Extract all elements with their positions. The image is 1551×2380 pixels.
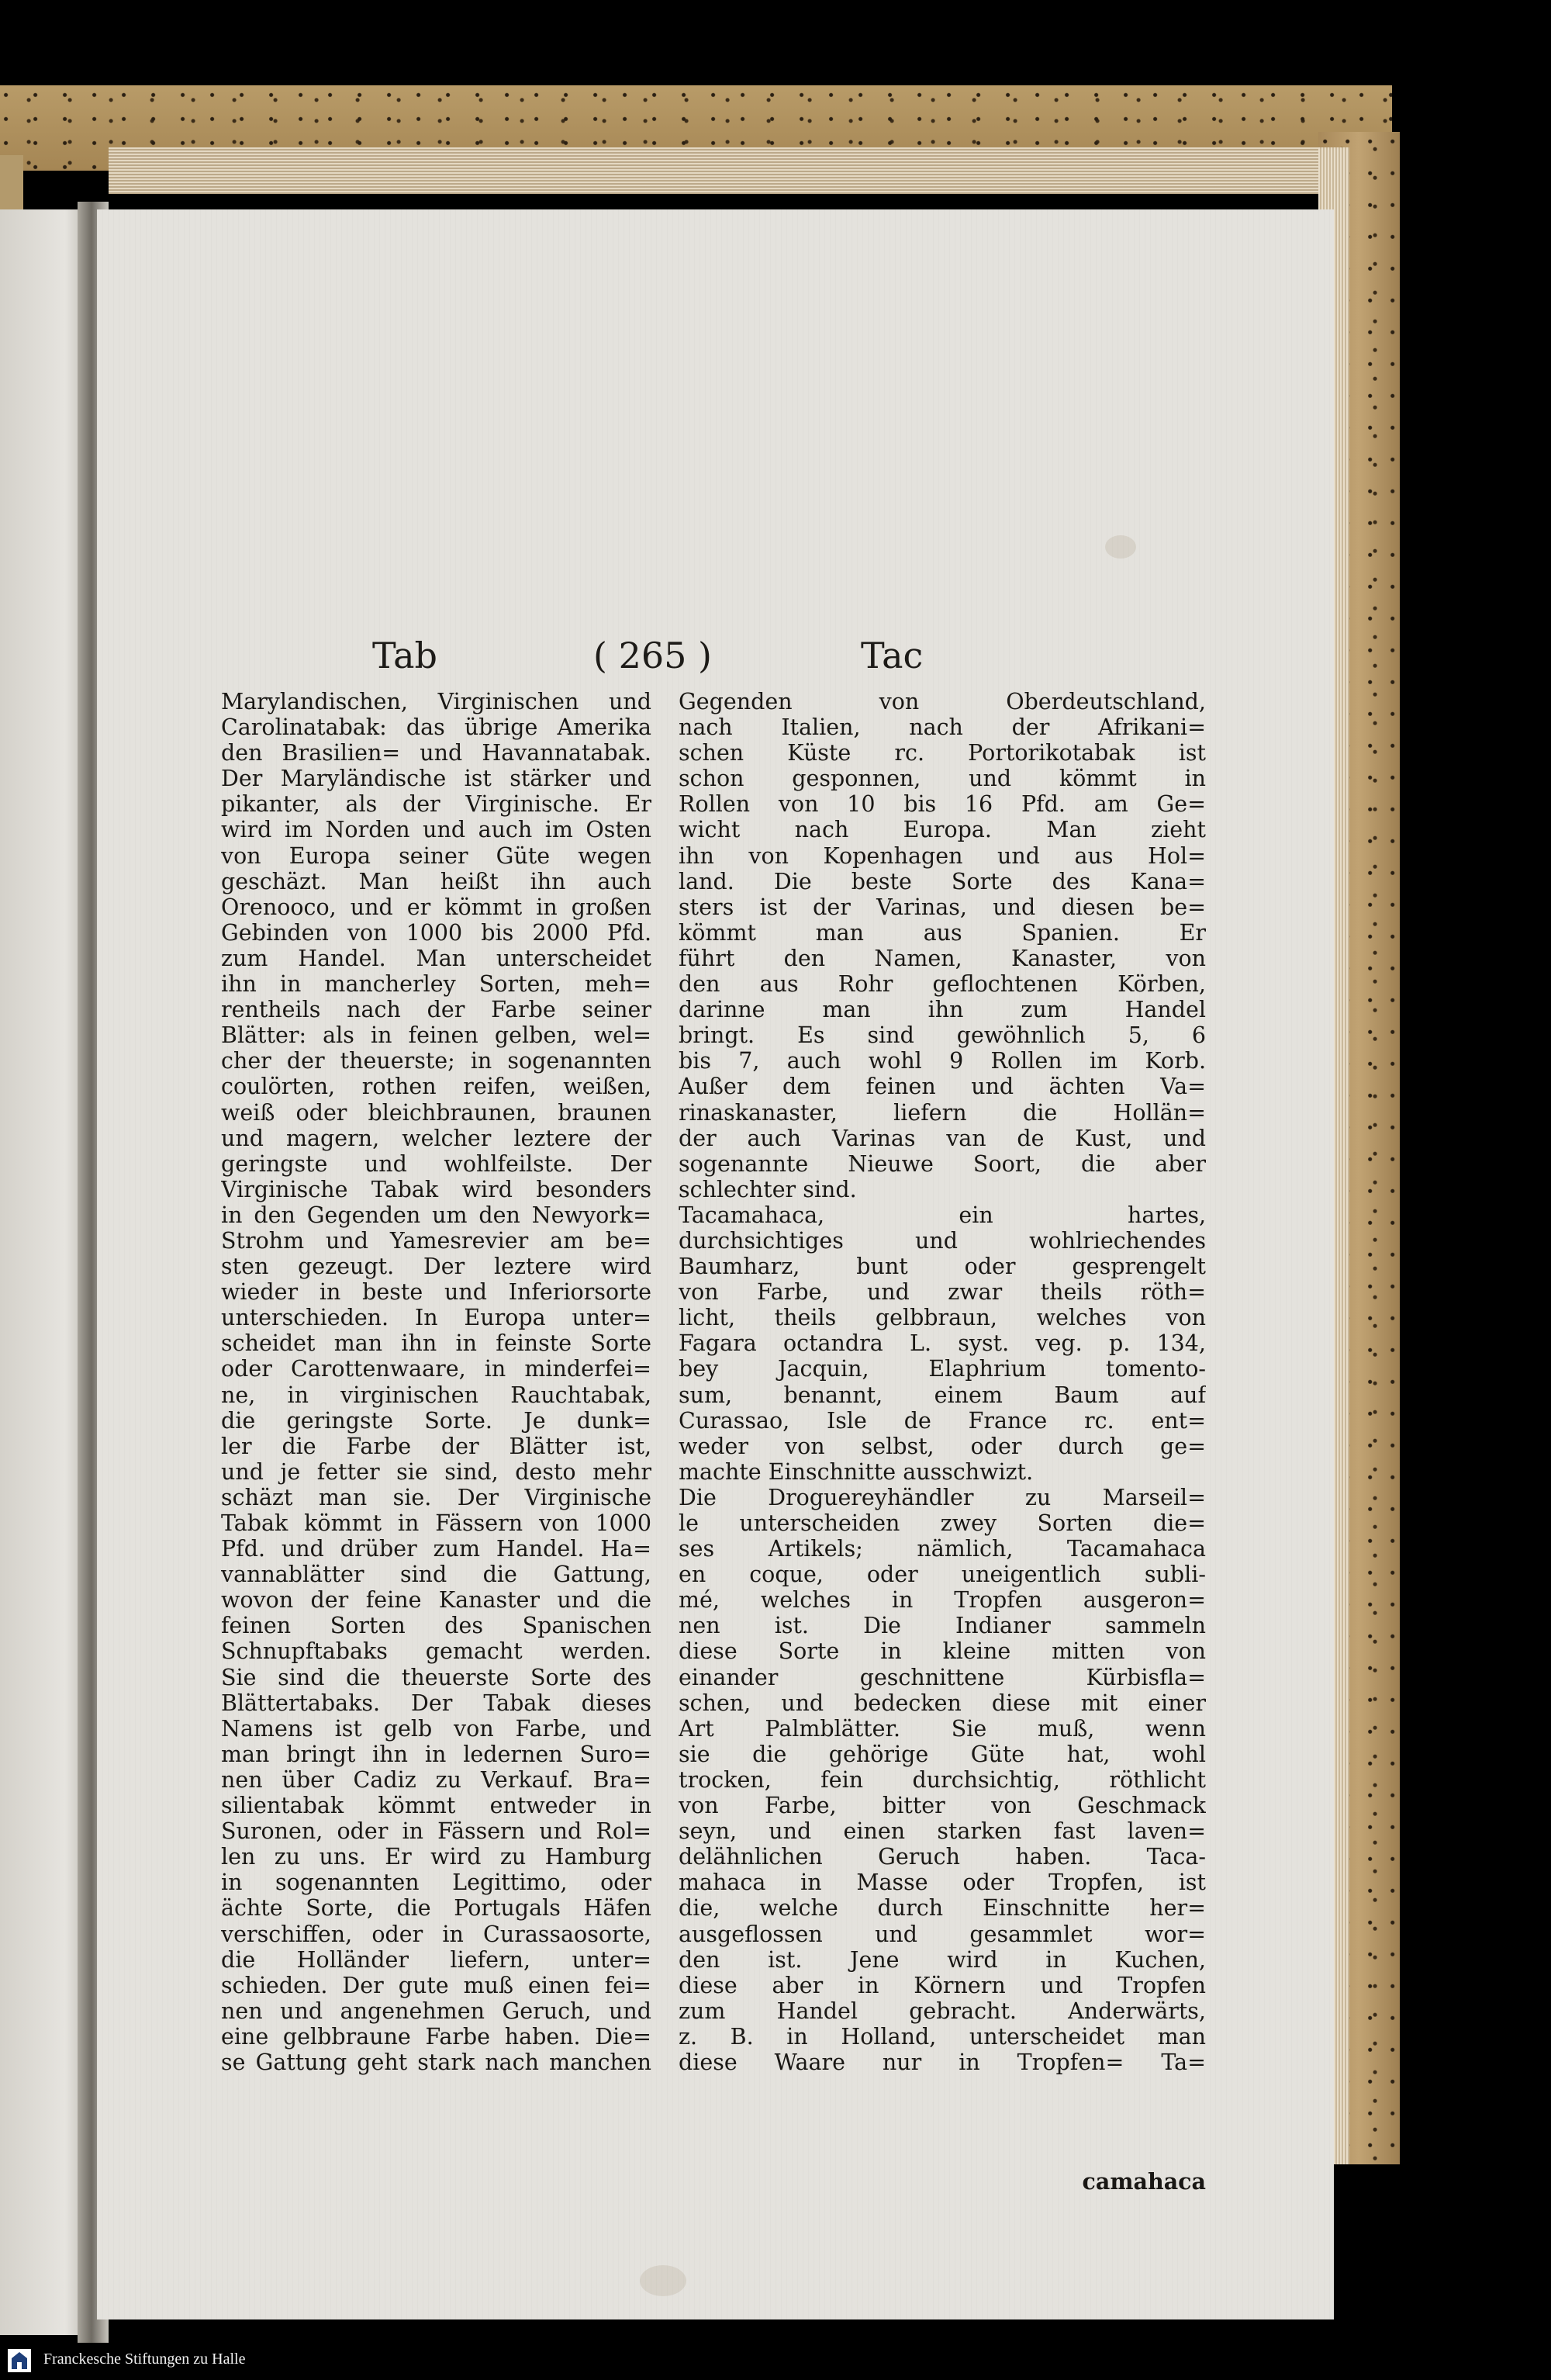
running-head-left: Tab bbox=[372, 635, 437, 676]
text-line: Die Droguereyhändler zu Marseil= bbox=[679, 1484, 1206, 1510]
text-line: sum, benannt, einem Baum auf bbox=[679, 1382, 1206, 1408]
text-line: delähnlichen Geruch haben. Taca- bbox=[679, 1844, 1206, 1870]
text-line: Blättertabaks. Der Tabak dieses bbox=[221, 1690, 651, 1716]
text-line: in sogenannten Legittimo, oder bbox=[221, 1870, 651, 1896]
text-line: pikanter, als der Virginische. Er bbox=[221, 791, 651, 818]
text-line: diese Waare nur in Tropfen= Ta= bbox=[679, 2049, 1206, 2075]
text-line: wicht nach Europa. Man zieht bbox=[679, 817, 1206, 843]
text-line: geringste und wohlfeilste. Der bbox=[221, 1150, 651, 1177]
text-column-left bbox=[221, 689, 651, 2075]
text-line: oder Carottenwaare, in minderfei= bbox=[221, 1356, 651, 1382]
text-line: Tacamahaca, ein hartes, bbox=[679, 1202, 1206, 1228]
text-line: die, welche durch Einschnitte her= bbox=[679, 1895, 1206, 1922]
text-line: se Gattung geht stark nach manchen bbox=[221, 2049, 651, 2075]
text-line: führt den Namen, Kanaster, von bbox=[679, 945, 1206, 971]
text-line: verschiffen, oder in Curassaosorte, bbox=[221, 1921, 651, 1947]
text-line: und je fetter sie sind, desto mehr bbox=[221, 1458, 651, 1485]
text-line: schon gesponnen, und kömmt in bbox=[679, 766, 1206, 792]
running-head-right: Tac bbox=[861, 635, 924, 676]
catchword: camahaca bbox=[1082, 2168, 1206, 2195]
text-line: licht, theils gelbbraun, welches von bbox=[679, 1305, 1206, 1331]
text-line: bis 7, auch wohl 9 Rollen im Korb. bbox=[679, 1048, 1206, 1074]
text-line: bey Jacquin, Elaphrium tomento- bbox=[679, 1356, 1206, 1382]
text-line: Blätter: als in feinen gelben, wel= bbox=[221, 1022, 651, 1049]
text-line: durchsichtiges und wohlriechendes bbox=[679, 1227, 1206, 1254]
text-line: Außer dem feinen und ächten Va= bbox=[679, 1074, 1206, 1100]
text-line: der auch Varinas van de Kust, und bbox=[679, 1125, 1206, 1151]
text-line: scheidet man ihn in feinste Sorte bbox=[221, 1330, 651, 1357]
page-number: ( 265 ) bbox=[593, 635, 712, 676]
paper-stain bbox=[1105, 535, 1136, 559]
text-line: in den Gegenden um den Newyork= bbox=[221, 1202, 651, 1228]
text-line: Strohm und Yamesrevier am be= bbox=[221, 1227, 651, 1254]
text-line: ses Artikels; nämlich, Tacamahaca bbox=[679, 1536, 1206, 1562]
text-line: man bringt ihn in ledernen Suro= bbox=[221, 1741, 651, 1767]
text-line: Orenooco, und er kömmt in großen bbox=[221, 894, 651, 920]
text-line: weder von selbst, oder durch ge= bbox=[679, 1433, 1206, 1459]
text-line: cher der theuerste; in sogenannten bbox=[221, 1048, 651, 1074]
text-line: einander geschnittene Kürbisfla= bbox=[679, 1664, 1206, 1690]
text-line: schen Küste rc. Portorikotabak ist bbox=[679, 740, 1206, 766]
text-line: Pfd. und drüber zum Handel. Ha= bbox=[221, 1536, 651, 1562]
text-line: weiß oder bleichbraunen, braunen bbox=[221, 1099, 651, 1126]
text-line: Virginische Tabak wird besonders bbox=[221, 1176, 651, 1202]
text-line: Gegenden von Oberdeutschland, bbox=[679, 689, 1206, 714]
text-line: machte Einschnitte ausschwizt. bbox=[679, 1458, 1034, 1485]
text-line: diese aber in Körnern und Tropfen bbox=[679, 1972, 1206, 1998]
text-line: zum Handel. Man unterscheidet bbox=[221, 945, 651, 971]
text-line: Tabak kömmt in Fässern von 1000 bbox=[221, 1510, 651, 1536]
text-line: Fagara octandra L. syst. veg. p. 134, bbox=[679, 1330, 1206, 1357]
text-line: schlechter sind. bbox=[679, 1176, 857, 1202]
text-line: schieden. Der gute muß einen fei= bbox=[221, 1972, 651, 1998]
text-line: ihn von Kopenhagen und aus Hol= bbox=[679, 842, 1206, 869]
text-line: nen und angenehmen Geruch, und bbox=[221, 1998, 651, 2024]
text-line: bringt. Es sind gewöhnlich 5, 6 bbox=[679, 1022, 1206, 1049]
text-line: mahaca in Masse oder Tropfen, ist bbox=[679, 1870, 1206, 1896]
text-line: ächte Sorte, die Portugals Häfen bbox=[221, 1895, 651, 1922]
text-line: Carolinatabak: das übrige Amerika bbox=[221, 714, 651, 741]
text-line: rentheils nach der Farbe seiner bbox=[221, 997, 651, 1023]
text-line: den ist. Jene wird in Kuchen, bbox=[679, 1946, 1206, 1973]
text-line: kömmt man aus Spanien. Er bbox=[679, 919, 1206, 946]
text-line: Gebinden von 1000 bis 2000 Pfd. bbox=[221, 919, 651, 946]
text-line: Schnupftabaks gemacht werden. bbox=[221, 1638, 651, 1665]
text-line: len zu uns. Er wird zu Hamburg bbox=[221, 1844, 651, 1870]
text-line: coulörten, rothen reifen, weißen, bbox=[221, 1074, 651, 1100]
text-line: und magern, welcher leztere der bbox=[221, 1125, 651, 1151]
text-line: schen, und bedecken diese mit einer bbox=[679, 1690, 1206, 1716]
text-line: den Brasilien= und Havannatabak. bbox=[221, 740, 651, 766]
text-line: sogenannte Nieuwe Soort, die aber bbox=[679, 1150, 1206, 1177]
text-line: Baumharz, bunt oder gesprengelt bbox=[679, 1254, 1206, 1280]
text-line: ne, in virginischen Rauchtabak, bbox=[221, 1382, 651, 1408]
text-line: diese Sorte in kleine mitten von bbox=[679, 1638, 1206, 1665]
text-line: Sie sind die theuerste Sorte des bbox=[221, 1664, 651, 1690]
text-line: sten gezeugt. Der leztere wird bbox=[221, 1254, 651, 1280]
text-line: nen über Cadiz zu Verkauf. Bra= bbox=[221, 1766, 651, 1793]
text-line: Marylandischen, Virginischen und bbox=[221, 689, 651, 714]
text-column-right bbox=[679, 689, 1206, 2075]
text-line: ihn in mancherley Sorten, meh= bbox=[221, 971, 651, 998]
text-line: Rollen von 10 bis 16 Pfd. am Ge= bbox=[679, 791, 1206, 818]
text-line: darinne man ihn zum Handel bbox=[679, 997, 1206, 1023]
text-line: unterschieden. In Europa unter= bbox=[221, 1305, 651, 1331]
running-header bbox=[97, 635, 1334, 689]
text-line: ler die Farbe der Blätter ist, bbox=[221, 1433, 651, 1459]
text-line: von Farbe, und zwar theils röth= bbox=[679, 1279, 1206, 1306]
text-line: vannablätter sind die Gattung, bbox=[221, 1562, 651, 1588]
paper-stain bbox=[640, 2265, 686, 2296]
text-line: mé, welches in Tropfen ausgeron= bbox=[679, 1587, 1206, 1614]
text-line: le unterscheiden zwey Sorten die= bbox=[679, 1510, 1206, 1536]
text-line: rinaskanaster, liefern die Hollän= bbox=[679, 1099, 1206, 1126]
text-line: die Holländer liefern, unter= bbox=[221, 1946, 651, 1973]
text-line: seyn, und einen starken fast laven= bbox=[679, 1818, 1206, 1845]
text-line: sie die gehörige Güte hat, wohl bbox=[679, 1741, 1206, 1767]
text-line: von Europa seiner Güte wegen bbox=[221, 842, 651, 869]
institution-logo-icon bbox=[8, 2349, 31, 2372]
text-line: feinen Sorten des Spanischen bbox=[221, 1613, 651, 1639]
text-line: von Farbe, bitter von Geschmack bbox=[679, 1793, 1206, 1819]
text-line: Der Maryländische ist stärker und bbox=[221, 766, 651, 792]
page-edges-top bbox=[109, 147, 1334, 194]
text-line: nen ist. Die Indianer sammeln bbox=[679, 1613, 1206, 1639]
footer-credit: Franckesche Stiftungen zu Halle bbox=[43, 2351, 246, 2368]
text-line: die geringste Sorte. Je dunk= bbox=[221, 1407, 651, 1434]
text-line: Suronen, oder in Fässern und Rol= bbox=[221, 1818, 651, 1845]
text-line: en coque, oder uneigentlich subli- bbox=[679, 1562, 1206, 1588]
text-line: den aus Rohr geflochtenen Körben, bbox=[679, 971, 1206, 998]
text-line: eine gelbbraune Farbe haben. Die= bbox=[221, 2023, 651, 2050]
text-line: Namens ist gelb von Farbe, und bbox=[221, 1715, 651, 1742]
text-line: geschäzt. Man heißt ihn auch bbox=[221, 868, 651, 894]
text-line: sters ist der Varinas, und diesen be= bbox=[679, 894, 1206, 920]
text-line: wieder in beste und Inferiorsorte bbox=[221, 1279, 651, 1306]
text-line: Art Palmblätter. Sie muß, wenn bbox=[679, 1715, 1206, 1742]
text-line: trocken, fein durchsichtig, röthlicht bbox=[679, 1766, 1206, 1793]
text-line: z. B. in Holland, unterscheidet man bbox=[679, 2023, 1206, 2050]
right-page bbox=[97, 209, 1334, 2319]
text-line: wird im Norden und auch im Osten bbox=[221, 817, 651, 843]
text-line: ausgeflossen und gesammlet wor= bbox=[679, 1921, 1206, 1947]
text-line: wovon der feine Kanaster und die bbox=[221, 1587, 651, 1614]
text-line: silientabak kömmt entweder in bbox=[221, 1793, 651, 1819]
text-line: zum Handel gebracht. Anderwärts, bbox=[679, 1998, 1206, 2024]
text-line: Curassao, Isle de France rc. ent= bbox=[679, 1407, 1206, 1434]
text-line: schäzt man sie. Der Virginische bbox=[221, 1484, 651, 1510]
text-line: nach Italien, nach der Afrikani= bbox=[679, 714, 1206, 741]
text-line: land. Die beste Sorte des Kana= bbox=[679, 868, 1206, 894]
